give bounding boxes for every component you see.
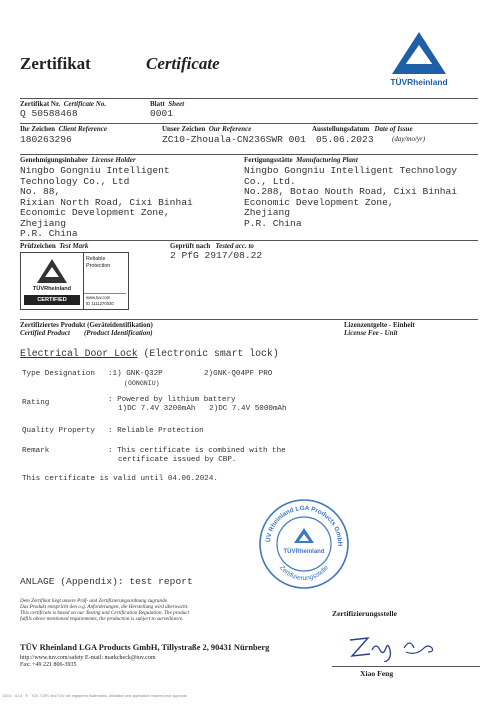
brand-wordmark: TÜVRheinland bbox=[390, 77, 448, 87]
remark-label: Remark bbox=[22, 447, 50, 455]
type-2: 2)GNK-Q04PF PRO bbox=[204, 370, 273, 378]
divider bbox=[20, 240, 478, 241]
divider bbox=[20, 154, 478, 155]
mark-text-2: Protection bbox=[86, 263, 111, 269]
mark-url: www.tuv.com bbox=[86, 295, 111, 300]
tuv-triangle-icon bbox=[35, 258, 69, 284]
our-ref-value: ZC10-Zhouala-CN236SWR 001 bbox=[162, 134, 306, 145]
svg-text:Zertifizierungsstelle bbox=[278, 564, 330, 582]
remark-2: certificate issued by CBP. bbox=[118, 456, 237, 464]
quality-value: : Reliable Protection bbox=[108, 427, 204, 435]
cert-no-label: Zertifikat Nr. Certificate No. bbox=[20, 100, 107, 108]
type-1: :1) GNK-Q32P bbox=[108, 370, 163, 378]
rating-2: 1)DC 7.4V 3200mAh 2)DC 7.4V 5000mAh bbox=[118, 405, 287, 413]
stamp-ring-bottom: Zertifizierungsstelle bbox=[277, 564, 331, 583]
stamp-center: TÜVRheinland bbox=[283, 549, 325, 555]
divider bbox=[20, 123, 478, 124]
plant-label: Fertigungsstätte Manufacturing Plant bbox=[244, 156, 358, 164]
company-contact-2: Fax: +49 221 806-3935 bbox=[20, 662, 77, 668]
rating-1: : Powered by lithium battery bbox=[108, 396, 236, 404]
signer-name: Xiao Feng bbox=[360, 669, 394, 678]
rating-label: Rating bbox=[22, 399, 50, 407]
issue-label: Ausstellungsdatum Date of Issue bbox=[312, 125, 413, 133]
handwritten-signature-icon bbox=[344, 630, 444, 662]
type-label: Type Designation bbox=[22, 370, 95, 378]
fee-label-en: License Fee - Unit bbox=[344, 329, 398, 337]
test-mark-badge bbox=[20, 252, 84, 310]
tuv-triangle-icon bbox=[386, 30, 452, 76]
badge-brand: TÜVRheinland bbox=[32, 286, 72, 292]
client-ref-value: 180263296 bbox=[20, 134, 72, 145]
certification-body: Zertifizierungsstelle bbox=[332, 609, 397, 618]
signature bbox=[344, 630, 444, 662]
issue-hint: (day/mo/yr) bbox=[392, 135, 426, 143]
validity: This certificate is valid until 04.06.2024. bbox=[22, 475, 218, 483]
tested-label: Geprüft nach Tested acc. to bbox=[170, 242, 254, 250]
divider bbox=[20, 98, 478, 99]
issue-value: 05.06.2023 bbox=[316, 134, 374, 145]
signature-line bbox=[332, 666, 480, 667]
stamp-ring-top: ÜV Rheinland LGA Products GmbH bbox=[264, 504, 344, 547]
tested-value: 2 PfG 2917/08.22 bbox=[170, 250, 263, 261]
company-contact-1: http://www.tuv.com/safety E-mail: markcheck@tuv.com bbox=[20, 655, 156, 661]
divider bbox=[20, 319, 478, 320]
title-de: Zertifikat bbox=[20, 54, 91, 73]
tuv-logo bbox=[386, 30, 452, 92]
holder-address: Ningbo Gongniu Intelligent Technology Co., Ltd No. 88, Rixian North Road, Cixi Binhai Economic Development Zone, Zhejiang P.R. China bbox=[20, 165, 193, 239]
quality-label: Quality Property bbox=[22, 427, 95, 435]
official-stamp bbox=[258, 498, 350, 590]
sheet-label: Blatt Sheet bbox=[150, 100, 185, 108]
title-en: Certificate bbox=[146, 54, 220, 73]
product-label-de: Zertifiziertes Produkt (Geräteidentifikation) bbox=[20, 321, 153, 329]
type-1b: (GONGNIU) bbox=[124, 380, 160, 387]
test-mark-info bbox=[82, 252, 129, 310]
sheet-value: 0001 bbox=[150, 108, 174, 119]
stamp-seal-icon bbox=[258, 498, 350, 590]
product-label-en: Certified Product (Product Identification) bbox=[20, 329, 153, 337]
product-name: Electrical Door Lock (Electronic smart lock) bbox=[20, 348, 279, 359]
company-address: TÜV Rheinland LGA Products GmbH, Tillystraße 2, 90431 Nürnberg bbox=[20, 643, 270, 652]
test-mark-label: Prüfzeichen Test Mark bbox=[20, 242, 89, 250]
mark-id: ID 1111270030 bbox=[86, 301, 114, 306]
cert-no-value: Q 50588468 bbox=[20, 108, 78, 119]
trademark-note: 10211 · A1.8 · ® · TÜV, TUEV and TUV are registered trademarks. Utilisation and application requires prior approval. bbox=[2, 694, 188, 698]
our-ref-label: Unser Zeichen Our Reference bbox=[162, 125, 252, 133]
mark-text-1: Reliable bbox=[86, 256, 106, 262]
legal-text: Dem Zertifikat liegt unsere Prüf- und Zertifizierungsordnung zugrunde. Das Produkt entspricht den o.g. Anforderungen, die Herstellung wird überwacht. This certificate is based on our Testing and Certification Regulation. The product fulfils above mentioned requirements, the production is subject to surveillance. bbox=[20, 598, 190, 622]
fee-label-de: Lizenzentgelte - Einheit bbox=[344, 321, 415, 329]
holder-label: Genehmigungsinhaber License Holder bbox=[20, 156, 136, 164]
badge-certified: CERTIFIED bbox=[24, 295, 80, 305]
plant-address: Ningbo Gongniu Intelligent Technology Co., Ltd. No.288, Botao Nouth Road, Cixi Binhai Economic Development Zone, Zhejiang P.R. China bbox=[244, 165, 458, 229]
mark-divider bbox=[84, 293, 126, 294]
registered-mark: ® bbox=[434, 70, 439, 76]
remark-1: : This certificate is combined with the bbox=[108, 447, 286, 455]
annex-line: ANLAGE (Appendix): test report bbox=[20, 576, 193, 587]
client-ref-label: Ihr Zeichen Client Reference bbox=[20, 125, 107, 133]
